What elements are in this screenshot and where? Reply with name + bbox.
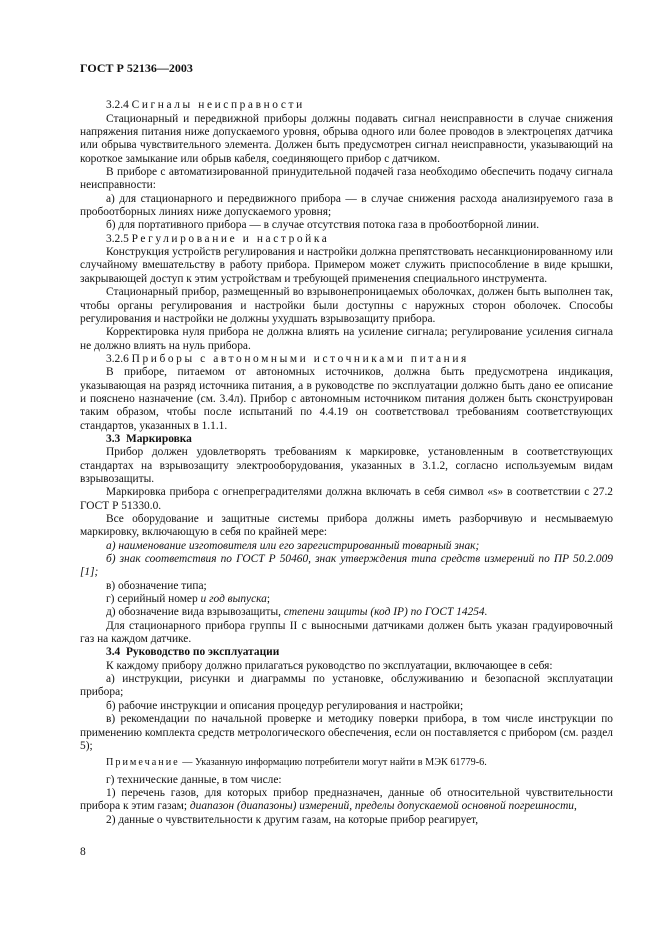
paragraph: В приборе, питаемом от автономных источников, должна быть предусмотрена индикация, указывающая на разряд источника питания, а в руководстве по эксплуатации должно быть дано ее описание и пояснено назначение (см. 3.4л). Прибор с автономным источником питания должен быть сконструирован таким образом, чтобы после испытаний по 4.4.19 он соответствовал требованиям соответствующих стандартов, указанных в 1.1.1. <box>80 366 613 432</box>
list-item: в) рекомендации по начальной проверке и методику поверки прибора, в том числе инструкции по применению комплекта средств метрологического обеспечения, если он поставляется с прибором (см. раздел 5); <box>80 713 613 752</box>
paragraph: Корректировка нуля прибора не должна влиять на усиление сигнала; регулирование усиления сигнала не должно влиять на нуль прибора. <box>80 326 613 352</box>
document-header: ГОСТ Р 52136—2003 <box>80 61 193 75</box>
section-3-3-heading <box>80 433 613 446</box>
list-item <box>80 787 613 814</box>
paragraph: Стационарный и передвижной приборы должны подавать сигнал неисправности в случае снижения напряжения питания ниже допускаемого уровня, обрыва одного или более проводов в электроцепях датчика или обрыва чувствительного элемента. Должен быть предусмотрен сигнал неисправности, указывающий на короткое замыкание или обрыв кабеля, соединяющего прибор с датчиком. <box>80 112 613 165</box>
list-item: б) для портативного прибора — в случае отсутствия потока газа в пробоотборной линии. <box>106 219 540 232</box>
section-title: Руководство по эксплуатации <box>125 646 280 659</box>
section-3-2-5-heading <box>80 233 613 246</box>
section-3-2-6-heading <box>80 353 613 366</box>
paragraph: К каждому прибору должно прилагаться руководство по эксплуатации, включающее в себя: <box>106 659 553 672</box>
section-number: 3.2.5 <box>106 232 129 245</box>
list-item <box>80 606 613 619</box>
section-number: 3.4 <box>106 646 121 659</box>
section-title: Сигналы неисправности <box>131 99 305 112</box>
paragraph: В приборе с автоматизированной принудительной подачей газа необходимо обеспечить подачу сигнала неисправности: <box>80 166 613 192</box>
document-page <box>80 62 613 827</box>
list-item: а) инструкции, рисунки и диаграммы по установке, обслуживанию и безопасной эксплуатации прибора; <box>80 673 613 699</box>
list-item: б) знак соответствия по ГОСТ Р 50460, знак утверждения типа средств измерений по ПР 50.2.009 [1]; <box>80 553 613 579</box>
section-3-4-heading <box>80 646 613 659</box>
paragraph: Все оборудование и защитные системы прибора должны иметь разборчивую и несмываемую маркировку, включающую в себя по крайней мере: <box>80 513 613 539</box>
section-title: Приборы с автономными источниками питания <box>131 352 469 365</box>
section-3-2-4-heading <box>80 99 613 112</box>
list-item-italic-text: и год выпуска <box>200 593 267 606</box>
list-item: в) обозначение типа; <box>106 579 207 592</box>
list-item: а) наименование изготовителя или его зарегистрированный товарный знак; <box>106 539 480 552</box>
list-item-text: ; <box>266 593 271 606</box>
section-title: Маркировка <box>125 432 192 445</box>
list-item-text: д) обозначение вида взрывозащиты, <box>106 606 284 619</box>
paragraph: Прибор должен удовлетворять требованиям к маркировке, установленным в соответствующих стандартах на взрывозащиту электрооборудования, указанных в 3.1.2, согласно используемым видам взрывозащиты. <box>80 446 613 485</box>
section-number: 3.2.6 <box>106 352 129 365</box>
section-number: 3.2.4 <box>106 99 129 112</box>
list-item: 2) данные о чувствительности к другим газам, на которые прибор реагирует, <box>106 813 479 826</box>
list-item-text: г) серийный номер <box>106 593 201 606</box>
list-item: а) для стационарного и передвижного прибора — в случае снижения расхода анализируемого газа в пробоотборных линиях ниже допускаемого уровня; <box>80 192 613 219</box>
section-title: Регулирование и настройка <box>131 232 330 245</box>
list-item-text: 1) перечень газов, для которых прибор предназначен, данные об относительной чувствительности прибора к этим газам; <box>80 786 613 813</box>
list-item-text: , <box>574 800 577 813</box>
section-number: 3.3 <box>106 432 121 445</box>
list-item: б) рабочие инструкции и описания процедур регулирования и настройки; <box>106 699 464 712</box>
list-item-italic-text: степени защиты (код IP) по ГОСТ 14254. <box>283 606 488 619</box>
paragraph: Для стационарного прибора группы II с выносными датчиками должен быть указан градуировочный газ на каждом датчике. <box>80 619 613 646</box>
note <box>80 756 613 769</box>
paragraph: Стационарный прибор, размещенный во взрывонепроницаемых оболочках, должен быть выполнен так, чтобы органы регулирования и настройки были доступны с наружных сторон оболочек. Способы регулирования и настройки не должны ухудшать взрывозащиту прибора. <box>80 286 613 325</box>
note-label: Примечание <box>106 757 180 769</box>
page-number: 8 <box>80 846 86 858</box>
list-item: г) технические данные, в том числе: <box>106 773 282 786</box>
paragraph: Маркировка прибора с огнепреградителями должна включать в себя символ «s» в соответствии с 27.2 ГОСТ Р 51330.0. <box>80 486 613 512</box>
paragraph: Конструкция устройств регулирования и настройки должна препятствовать несанкционированному или случайному вмешательству в работу прибора. Примером может служить приспособление в виде крышки, закрывающей доступ к этим устройствам и требующей применения специального инструмента. <box>80 246 613 285</box>
list-item-italic-text: диапазон (диапазоны) измерений, пределы допускаемой основной погрешности <box>189 800 575 813</box>
list-item <box>80 593 613 606</box>
note-text: — Указанную информацию потребители могут найти в МЭК 61779-6. <box>179 757 487 769</box>
